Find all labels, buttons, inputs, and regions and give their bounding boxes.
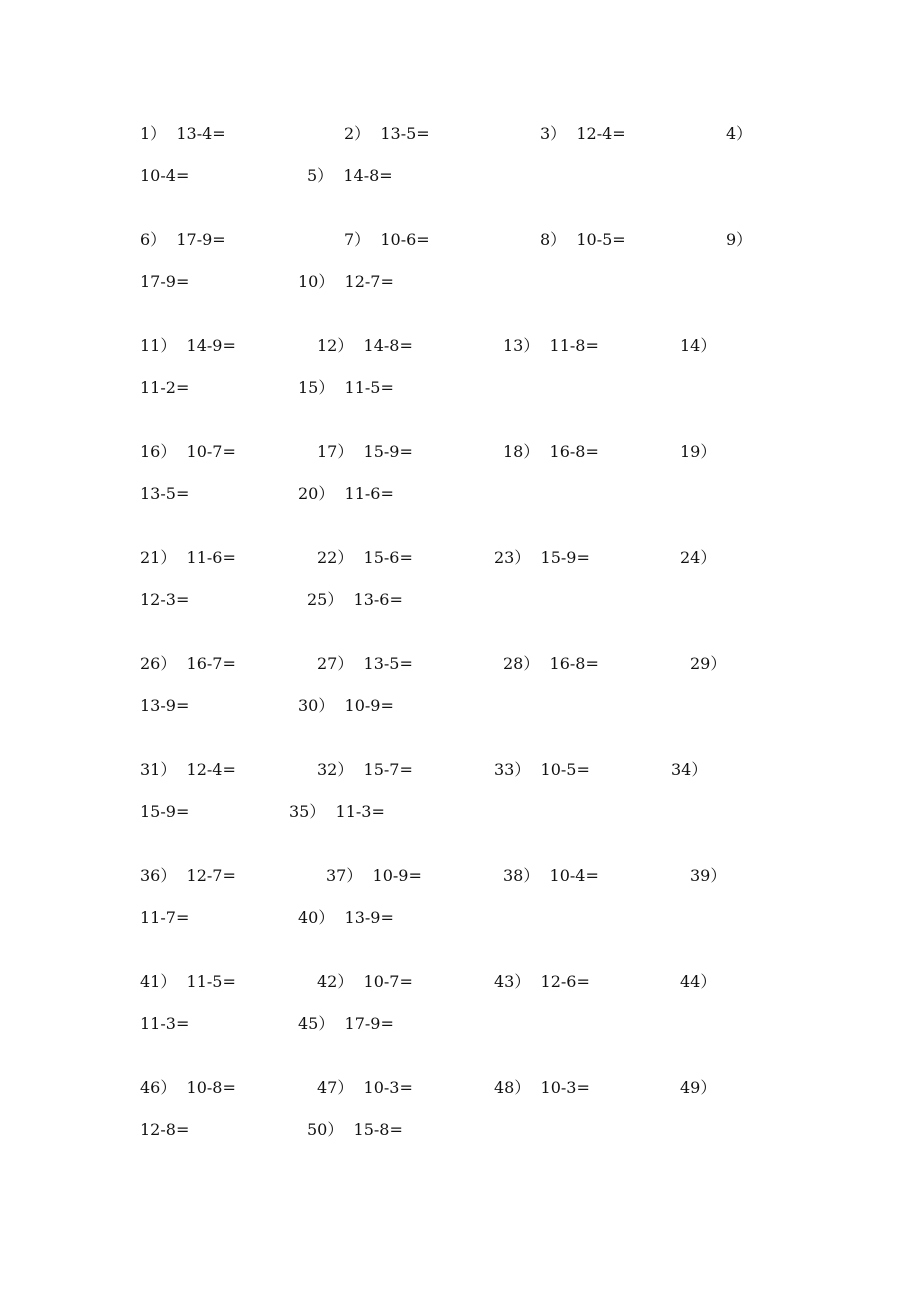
problem-45: 45） 17-9= [298,1014,394,1033]
problem-48: 48） 10-3= [494,1078,590,1097]
problem-9-expression: 17-9= [140,272,190,291]
problem-42: 42） 10-7= [317,972,413,991]
problem-2: 2） 13-5= [344,124,430,143]
problem-19-expression: 13-5= [140,484,190,503]
problem-44-expression: 11-3= [140,1014,190,1033]
problem-31: 31） 12-4= [140,760,236,779]
problem-12: 12） 14-8= [317,336,413,355]
problem-28: 28） 16-8= [503,654,599,673]
problem-4-expression: 10-4= [140,166,190,185]
problem-11: 11） 14-9= [140,336,236,355]
problem-3: 3） 12-4= [540,124,626,143]
problem-17: 17） 15-9= [317,442,413,461]
problem-46: 46） 10-8= [140,1078,236,1097]
problem-30: 30） 10-9= [298,696,394,715]
problem-24-number: 24） [680,548,717,567]
problem-32: 32） 15-7= [317,760,413,779]
problem-34-expression: 15-9= [140,802,190,821]
problem-43: 43） 12-6= [494,972,590,991]
problem-5: 5） 14-8= [307,166,393,185]
problem-21: 21） 11-6= [140,548,236,567]
problem-8: 8） 10-5= [540,230,626,249]
problem-29-expression: 13-9= [140,696,190,715]
problem-27: 27） 13-5= [317,654,413,673]
problem-37: 37） 10-9= [326,866,422,885]
problem-20: 20） 11-6= [298,484,394,503]
problem-29-number: 29） [690,654,727,673]
problem-4-number: 4） [726,124,753,143]
problem-15: 15） 11-5= [298,378,394,397]
problem-24-expression: 12-3= [140,590,190,609]
problem-26: 26） 16-7= [140,654,236,673]
problem-40: 40） 13-9= [298,908,394,927]
problem-49-number: 49） [680,1078,717,1097]
problem-39-expression: 11-7= [140,908,190,927]
problem-18: 18） 16-8= [503,442,599,461]
problem-35: 35） 11-3= [289,802,385,821]
problem-14-expression: 11-2= [140,378,190,397]
problem-44-number: 44） [680,972,717,991]
problem-19-number: 19） [680,442,717,461]
problem-7: 7） 10-6= [344,230,430,249]
problem-47: 47） 10-3= [317,1078,413,1097]
problem-36: 36） 12-7= [140,866,236,885]
problem-38: 38） 10-4= [503,866,599,885]
problem-1: 1） 13-4= [140,124,226,143]
problem-23: 23） 15-9= [494,548,590,567]
problem-49-expression: 12-8= [140,1120,190,1139]
problem-50: 50） 15-8= [307,1120,403,1139]
problem-41: 41） 11-5= [140,972,236,991]
problem-33: 33） 10-5= [494,760,590,779]
problem-9-number: 9） [726,230,753,249]
problem-14-number: 14） [680,336,717,355]
problem-25: 25） 13-6= [307,590,403,609]
problem-6: 6） 17-9= [140,230,226,249]
problem-34-number: 34） [671,760,708,779]
problem-16: 16） 10-7= [140,442,236,461]
problem-22: 22） 15-6= [317,548,413,567]
problem-39-number: 39） [690,866,727,885]
problem-10: 10） 12-7= [298,272,394,291]
problem-13: 13） 11-8= [503,336,599,355]
